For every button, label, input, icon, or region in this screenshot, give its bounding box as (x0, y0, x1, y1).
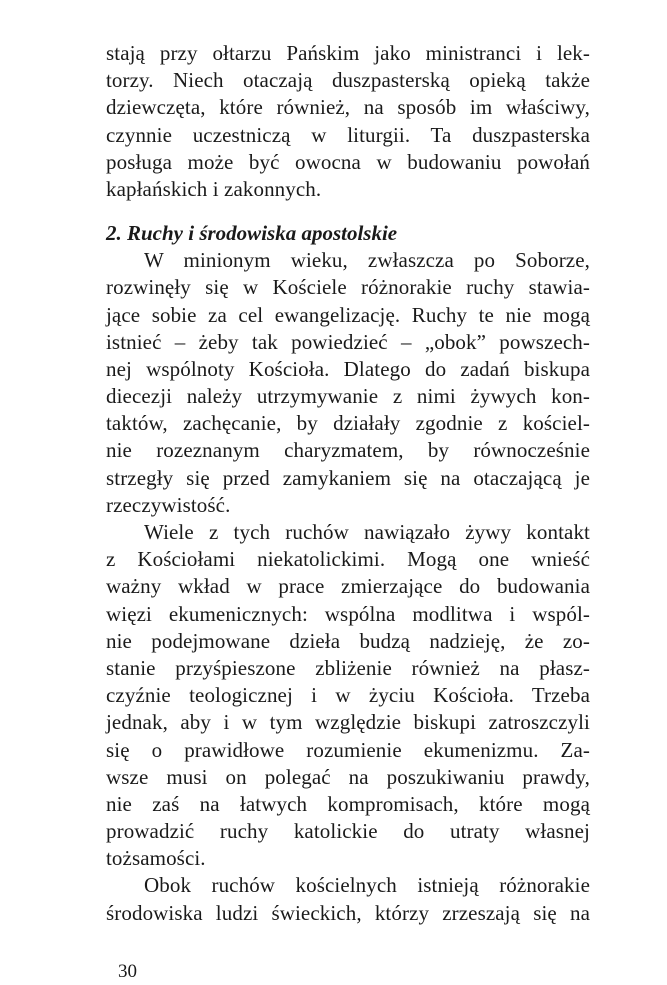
text-line: posługa może być owocna w budowaniu powołań (106, 149, 590, 174)
text-line: Wiele z tych ruchów nawiązało żywy kontakt (144, 520, 590, 544)
paragraph-1 (106, 40, 590, 203)
text-line: nie rozeznanym charyzmatem, by równocześnie (106, 438, 590, 463)
text-line: więzi ekumenicznych: wspólna modlitwa i wspól- (106, 601, 590, 626)
section-heading: 2. Ruchy i środowiska apostolskie (106, 221, 398, 246)
text-line: istnieć – żeby tak powiedzieć – „obok” powszech- (106, 329, 590, 354)
text-line: tożsamości. (106, 846, 206, 871)
text-line: taktów, zachęcanie, by działały zgodnie z kościel- (106, 411, 590, 436)
page-body (106, 40, 590, 927)
paragraph-3 (106, 519, 590, 872)
paragraph-4 (106, 872, 590, 926)
text-line: kapłańskich i zakonnych. (106, 176, 322, 201)
text-line: strzegły się przed zamykaniem się na otaczającą je (106, 465, 590, 490)
text-line: nej wspólnoty Kościoła. Dlatego do zadań biskupa (106, 356, 590, 381)
text-line: nie zaś na łatwych kompromisach, które mogą (106, 791, 590, 816)
text-line: prowadzić ruchy katolickie do utraty własnej (106, 819, 590, 844)
text-line: środowiska ludzi świeckich, którzy zrzeszają się na (106, 900, 590, 925)
text-line: rozwinęły się w Kościele różnorakie ruchy stawia- (106, 275, 590, 300)
text-line: W minionym wieku, zwłaszcza po Soborze, (144, 248, 590, 273)
text-line: z Kościołami niekatolickimi. Mogą one wnieść (106, 547, 590, 572)
text-line: diecezji należy utrzymywanie z nimi żywych kon- (106, 384, 590, 409)
text-line: rzeczywistość. (106, 492, 231, 517)
text-line: stanie przyśpieszone zbliżenie również na płasz- (106, 655, 590, 680)
text-line: ważny wkład w prace zmierzające do budowania (106, 574, 590, 599)
text-line: czyźnie teologicznej i w życiu Kościoła. Trzeba (106, 683, 590, 708)
page-number: 30 (118, 961, 137, 982)
text-line: się o prawidłowe rozumienie ekumenizmu. Za- (106, 737, 590, 762)
text-line: jące sobie za cel ewangelizację. Ruchy te nie mogą (106, 302, 590, 327)
text-line: jednak, aby i w tym względzie biskupi zatroszczyli (106, 710, 590, 735)
text-line: Obok ruchów kościelnych istnieją różnorakie (144, 873, 590, 898)
text-line: czynnie uczestniczą w liturgii. Ta duszpasterska (106, 122, 590, 147)
text-line: stają przy ołtarzu Pańskim jako ministranci i lek- (106, 41, 590, 65)
text-line: wsze musi on polegać na poszukiwaniu prawdy, (106, 764, 590, 789)
text-line: dziewczęta, które również, na sposób im właściwy, (106, 95, 590, 120)
text-line: nie podejmowane dzieła budzą nadzieję, że zo- (106, 628, 590, 653)
text-line: torzy. Niech otaczają duszpasterską opieką także (106, 68, 590, 93)
paragraph-2 (106, 247, 590, 519)
